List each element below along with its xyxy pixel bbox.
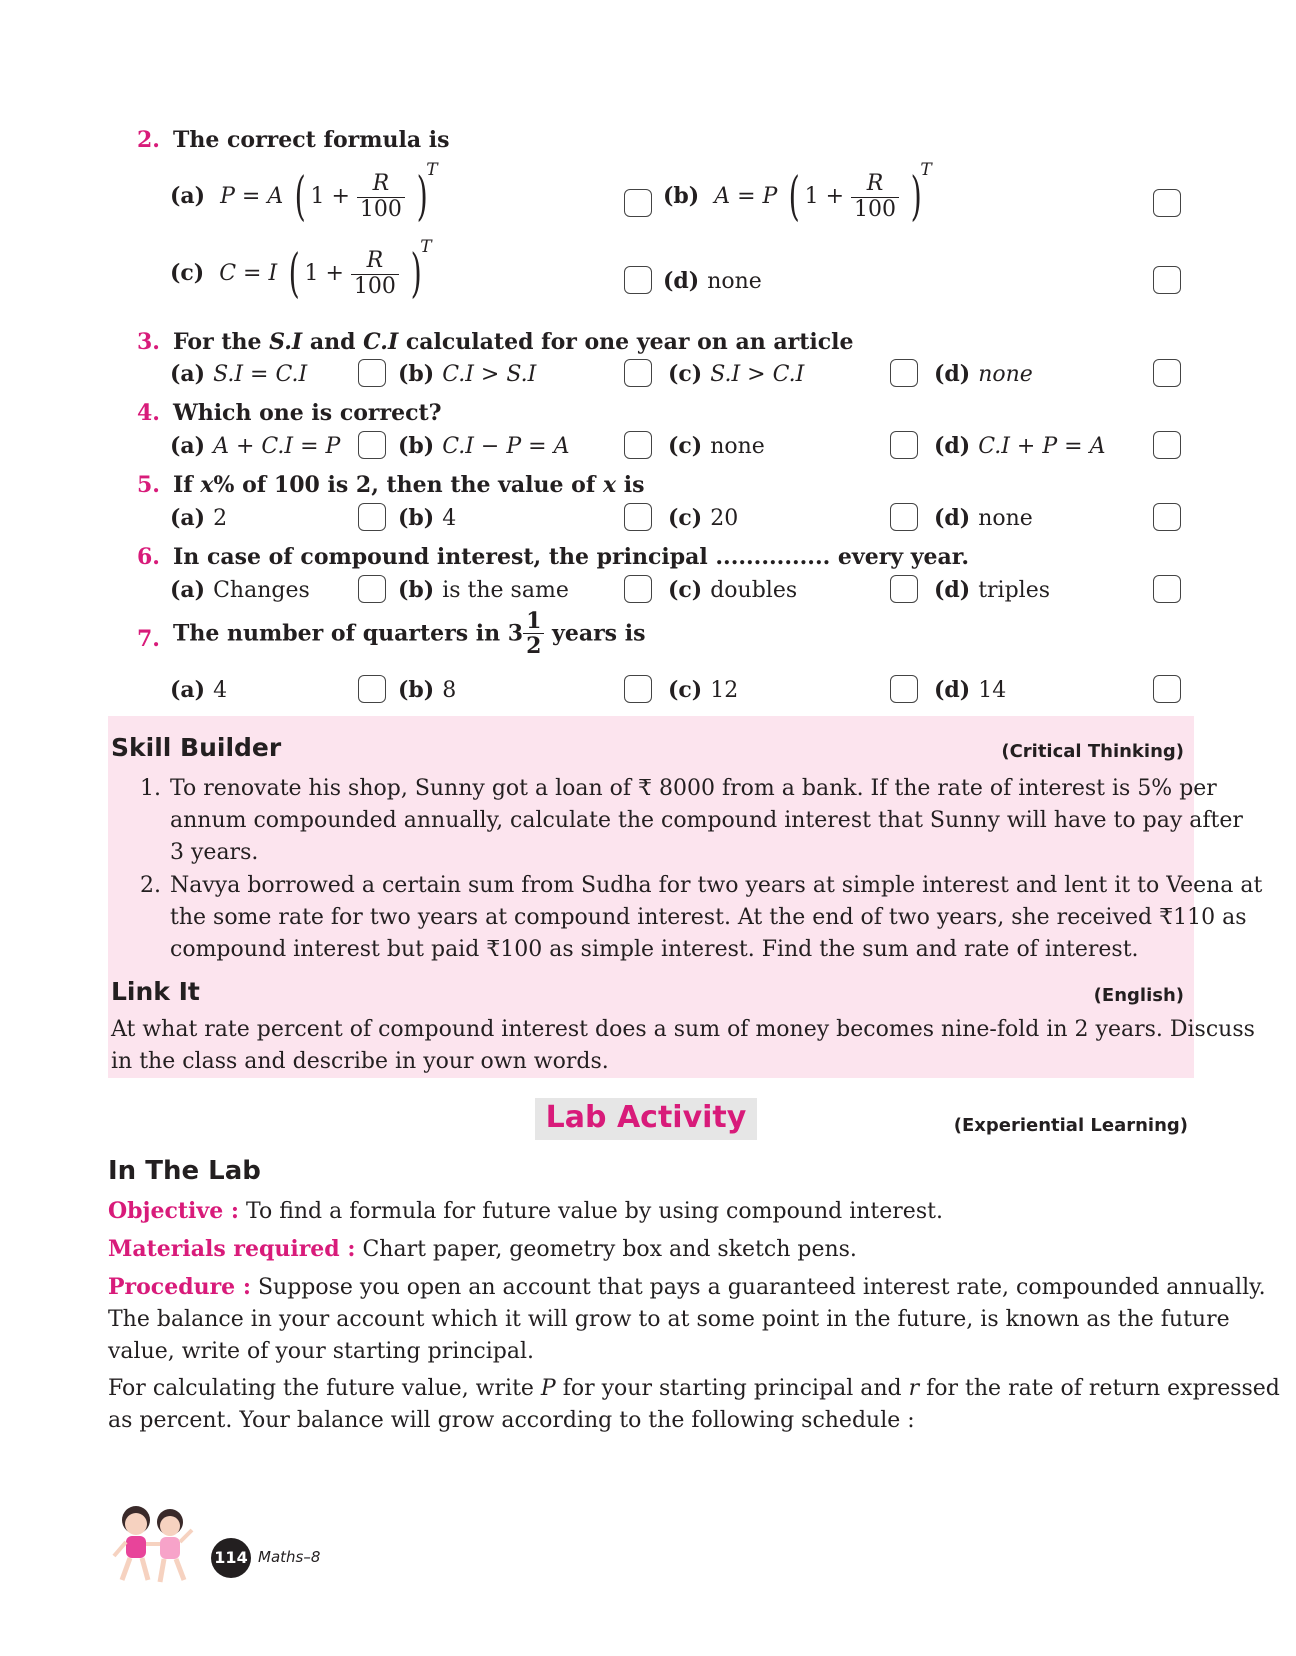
procedure-label: Procedure :: [108, 1274, 251, 1300]
option-text: 2: [213, 506, 228, 531]
option-label: (b): [663, 183, 700, 209]
answer-checkbox[interactable]: [890, 675, 918, 703]
frac-num: R: [851, 172, 899, 197]
option-text: 14: [978, 678, 1007, 703]
question-number: 3.: [137, 329, 160, 355]
text-line: as percent. Your balance will grow according to the following schedule :: [108, 1408, 915, 1433]
option-label: (a): [170, 677, 206, 703]
text-line: value, write of your starting principal.: [108, 1339, 535, 1364]
answer-checkbox[interactable]: [624, 503, 652, 531]
answer-checkbox[interactable]: [358, 675, 386, 703]
option-label: (a): [170, 361, 206, 387]
page-number-badge: 114: [211, 1538, 251, 1578]
objective-label: Objective :: [108, 1198, 239, 1224]
lab-activity-tag: (Experiential Learning): [953, 1115, 1188, 1136]
materials-text: Chart paper, geometry box and sketch pens.: [362, 1237, 857, 1262]
option-label: (d): [934, 505, 971, 531]
option-label: (d): [934, 433, 971, 459]
materials-label: Materials required :: [108, 1236, 356, 1262]
question-text: The number of quarters in 3 $\frac{1}{2}$ years is: [173, 608, 646, 660]
option-d: [934, 505, 1033, 531]
option-label: (c): [668, 433, 703, 459]
option-label: (c): [170, 260, 205, 286]
frac-num: R: [357, 172, 405, 197]
option-label: (b): [398, 577, 435, 603]
option-label: (d): [934, 361, 971, 387]
answer-checkbox[interactable]: [358, 359, 386, 387]
exponent: T: [420, 237, 432, 257]
option-text: C.I + P = A: [978, 434, 1106, 459]
text-line: At what rate percent of compound interest does a sum of money becomes nine-fold in 2 years. Discuss: [111, 1017, 1255, 1042]
text-line: Navya borrowed a certain sum from Sudha for two years at simple interest and lent it to Veena at: [170, 873, 1263, 898]
answer-checkbox[interactable]: [890, 503, 918, 531]
text-line: compound interest but paid ₹100 as simple interest. Find the sum and rate of interest.: [170, 937, 1139, 962]
option-text: C.I > S.I: [442, 362, 537, 387]
text-line: To renovate his shop, Sunny got a loan of ₹ 8000 from a bank. If the rate of interest is 5% per: [170, 776, 1217, 801]
option-text: none: [978, 362, 1033, 387]
exponent: T: [920, 160, 932, 180]
option-label: (c): [668, 361, 703, 387]
question-text: In case of compound interest, the principal ............... every year.: [173, 544, 970, 570]
option-b: [398, 361, 536, 387]
link-it-text: [111, 1014, 1255, 1078]
answer-checkbox[interactable]: [358, 431, 386, 459]
question-text: If x% of 100 is 2, then the value of x is: [173, 472, 645, 498]
question-number: 5.: [137, 472, 160, 498]
option-a: [170, 361, 307, 387]
answer-checkbox[interactable]: [624, 266, 652, 294]
frac-num: R: [351, 249, 399, 274]
option-text: Changes: [213, 578, 310, 603]
in-the-lab-heading: In The Lab: [108, 1156, 261, 1186]
question-text: The correct formula is: [173, 127, 450, 153]
option-c: [668, 505, 738, 531]
option-label: (b): [398, 433, 435, 459]
option-label: (d): [934, 677, 971, 703]
answer-checkbox[interactable]: [358, 575, 386, 603]
option-text: 4: [213, 678, 228, 703]
item-text: [170, 870, 1263, 966]
formula-lhs: P: [220, 184, 235, 209]
skill-builder-title: Skill Builder: [111, 733, 282, 762]
frac-den: 100: [359, 196, 402, 222]
formula-base: I: [268, 261, 278, 286]
option-label: (c): [668, 677, 703, 703]
option-label: (b): [398, 677, 435, 703]
option-b: [398, 505, 456, 531]
text-line: in the class and describe in your own words.: [111, 1049, 609, 1074]
frac-den: 100: [854, 196, 897, 222]
frac-den: 100: [353, 273, 396, 299]
option-a: [170, 433, 340, 459]
exponent: T: [426, 160, 438, 180]
option-label: (d): [934, 577, 971, 603]
lab-activity-title: Lab Activity: [545, 1100, 747, 1135]
kids-mascot-illustration: [108, 1500, 198, 1588]
materials-line: [108, 1233, 857, 1266]
formula-base: A: [267, 184, 284, 209]
answer-checkbox[interactable]: [1153, 431, 1181, 459]
question-text: For the S.I and C.I calculated for one year on an article: [173, 329, 854, 355]
option-d: [934, 677, 1006, 703]
option-c: [668, 677, 738, 703]
text-line: annum compounded annually, calculate the compound interest that Sunny will have to pay after: [170, 808, 1243, 833]
option-label: (a): [170, 433, 206, 459]
option-text: 20: [710, 506, 739, 531]
question-number: 4.: [137, 400, 160, 426]
answer-checkbox[interactable]: [890, 431, 918, 459]
option-text: 4: [442, 506, 457, 531]
option-c: [668, 361, 804, 387]
option-label: (b): [398, 361, 435, 387]
answer-checkbox[interactable]: [1153, 675, 1181, 703]
question-text: Which one is correct?: [173, 400, 442, 426]
option-b: [398, 577, 569, 603]
option-a: [170, 677, 227, 703]
option-label: (d): [663, 268, 700, 294]
option-a: [170, 577, 310, 603]
answer-checkbox[interactable]: [1153, 575, 1181, 603]
option-b: (b) A = P ( 1 + $\frac{R}{100}$ )$^T$: [663, 160, 932, 227]
future-value-paragraph: For calculating the future value, write P for your starting principal and r for the rate of return expressed as percent. Your balance will grow according to the following schedule :: [108, 1373, 1194, 1437]
item-text: [170, 773, 1243, 869]
option-c: (c) C = I ( 1 + $\frac{R}{100}$ )$^T$: [170, 237, 432, 304]
answer-checkbox[interactable]: [624, 675, 652, 703]
option-text: none: [710, 434, 765, 459]
option-text: S.I > C.I: [710, 362, 805, 387]
option-b: [398, 677, 456, 703]
answer-checkbox[interactable]: [1153, 189, 1181, 217]
option-text: 8: [442, 678, 457, 703]
text-line: 3 years.: [170, 840, 259, 865]
option-a: [170, 505, 227, 531]
option-text: 12: [710, 678, 739, 703]
answer-checkbox[interactable]: [358, 503, 386, 531]
item-number: 1.: [140, 776, 161, 801]
formula-base: P: [762, 184, 778, 209]
formula-lhs: C: [219, 261, 237, 286]
option-label: (c): [668, 577, 703, 603]
answer-checkbox[interactable]: [624, 359, 652, 387]
answer-checkbox[interactable]: [890, 575, 918, 603]
skill-builder-tag: (Critical Thinking): [1001, 741, 1184, 762]
option-d: [934, 433, 1105, 459]
option-d: [934, 577, 1050, 603]
procedure-paragraph: [108, 1271, 1266, 1368]
answer-checkbox[interactable]: [1153, 503, 1181, 531]
option-label: (c): [668, 505, 703, 531]
option-text: none: [707, 269, 762, 294]
answer-checkbox[interactable]: [624, 431, 652, 459]
option-text: A + C.I = P: [213, 434, 341, 459]
option-label: (a): [170, 505, 206, 531]
answer-checkbox[interactable]: [1153, 359, 1181, 387]
option-text: S.I = C.I: [213, 362, 308, 387]
objective-text: To find a formula for future value by using compound interest.: [245, 1199, 943, 1224]
option-a: (a) P = A ( 1 + $\frac{R}{100}$ )$^T$: [170, 160, 438, 227]
item-number: 2.: [140, 873, 161, 898]
option-c: [668, 433, 765, 459]
answer-checkbox[interactable]: [624, 575, 652, 603]
question-number: 6.: [137, 544, 160, 570]
book-title: Maths–8: [258, 1548, 321, 1566]
text-line: Suppose you open an account that pays a guaranteed interest rate, compounded annually.: [257, 1275, 1266, 1300]
option-text: none: [978, 506, 1033, 531]
answer-checkbox[interactable]: [1153, 266, 1181, 294]
link-it-tag: (English): [1093, 985, 1184, 1006]
option-label: (a): [170, 183, 206, 209]
text-line: the some rate for two years at compound interest. At the end of two years, she received ₹110 as: [170, 905, 1247, 930]
link-it-title: Link It: [111, 977, 200, 1006]
answer-checkbox[interactable]: [890, 359, 918, 387]
option-label: (a): [170, 577, 206, 603]
option-d: [663, 268, 762, 294]
objective-line: [108, 1195, 943, 1228]
question-number: 2.: [137, 127, 160, 153]
text-line: The balance in your account which it will grow to at some point in the future, is known as the future: [108, 1307, 1230, 1332]
formula-lhs: A: [714, 184, 731, 209]
option-label: (b): [398, 505, 435, 531]
option-c: [668, 577, 797, 603]
option-text: doubles: [710, 578, 798, 603]
question-number: 7.: [137, 626, 160, 652]
option-text: triples: [978, 578, 1051, 603]
answer-checkbox[interactable]: [624, 189, 652, 217]
option-text: C.I − P = A: [442, 434, 570, 459]
option-d: [934, 361, 1033, 387]
option-text: is the same: [442, 578, 569, 603]
option-b: [398, 433, 569, 459]
